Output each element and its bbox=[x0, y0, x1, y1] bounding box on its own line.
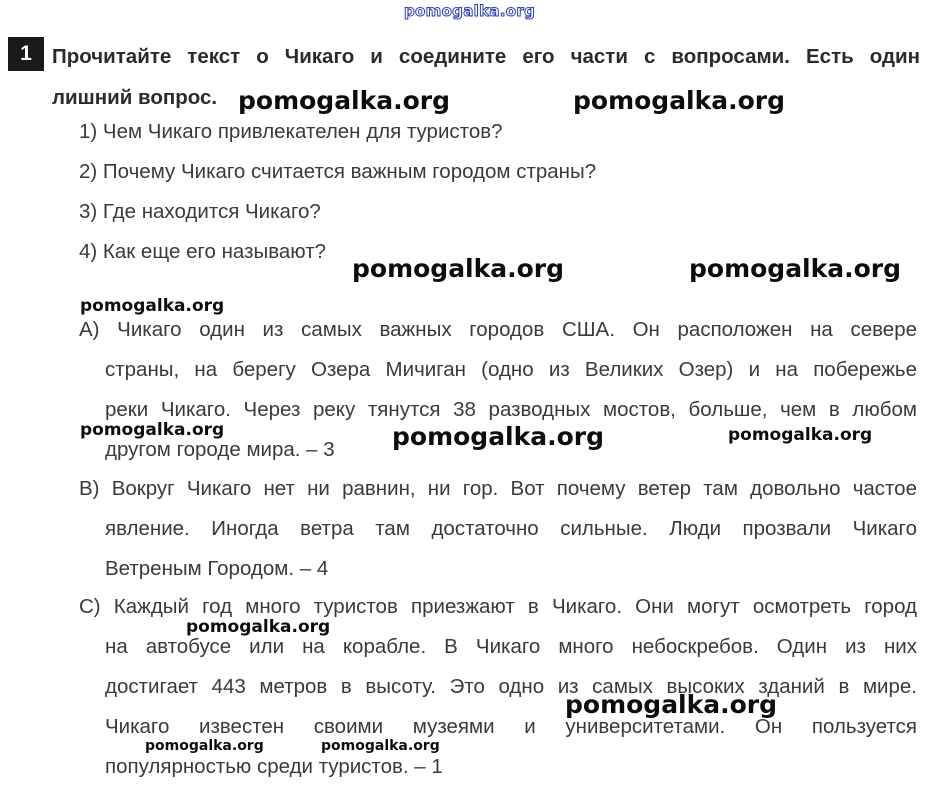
task-instruction bbox=[52, 36, 920, 118]
text-paragraph-b bbox=[79, 469, 917, 589]
instruction-line-1: Прочитайте текст о Чикаго и соедините его части с вопросами. Есть один bbox=[52, 45, 920, 68]
paragraph-line: B) Вокруг Чикаго нет ни равнин, ни гор. Вот почему ветер там довольно частое bbox=[79, 477, 917, 500]
instruction-line-2: лишний вопрос. bbox=[52, 86, 218, 109]
paragraph-line: явление. Иногда ветра там достаточно сильные. Люди прозвали Чикаго bbox=[105, 517, 917, 540]
watermark-text: pomogalka.org bbox=[80, 420, 225, 440]
watermark-text: pomogalka.org bbox=[728, 425, 873, 445]
watermark-text: pomogalka.org bbox=[573, 86, 786, 115]
question-item: 2) Почему Чикаго считается важным городом страны? bbox=[79, 160, 597, 183]
header-watermark: pomogalka.org bbox=[404, 2, 536, 20]
watermark-text: pomogalka.org bbox=[392, 422, 605, 451]
paragraph-line: популярностью среди туристов. – 1 bbox=[105, 755, 443, 778]
watermark-text: pomogalka.org bbox=[186, 617, 331, 637]
watermark-text: pomogalka.org bbox=[565, 690, 778, 719]
watermark-text: pomogalka.org bbox=[80, 296, 225, 316]
question-item: 4) Как еще его называют? bbox=[79, 240, 326, 263]
watermark-text: pomogalka.org bbox=[321, 738, 440, 754]
paragraph-line: страны, на берегу Озера Мичиган (одно из Великих Озер) и на побережье bbox=[105, 358, 917, 381]
watermark-text: pomogalka.org bbox=[352, 254, 565, 283]
paragraph-line: C) Каждый год много туристов приезжают в Чикаго. Они могут осмотреть город bbox=[79, 595, 917, 618]
watermark-text: pomogalka.org bbox=[238, 86, 451, 115]
paragraph-line: A) Чикаго один из самых важных городов США. Он расположен на севере bbox=[79, 318, 917, 341]
question-item: 1) Чем Чикаго привлекателен для туристов? bbox=[79, 120, 503, 143]
paragraph-line: реки Чикаго. Через реку тянутся 38 разводных мостов, больше, чем в любом bbox=[105, 398, 917, 421]
paragraph-line: другом городе мира. – 3 bbox=[105, 438, 335, 461]
watermark-text: pomogalka.org bbox=[689, 254, 902, 283]
paragraph-line: Чикаго известен своими музеями и университетами. Он пользуется bbox=[105, 715, 917, 738]
watermark-text: pomogalka.org bbox=[145, 738, 264, 754]
paragraph-line: на автобусе или на корабле. В Чикаго много небоскребов. Один из них bbox=[105, 635, 917, 658]
task-number-badge: 1 bbox=[8, 37, 44, 71]
paragraph-line: Ветреным Городом. – 4 bbox=[105, 557, 329, 580]
paragraph-line: достигает 443 метров в высоту. Это одно из самых высоких зданий в мире. bbox=[105, 675, 917, 698]
question-item: 3) Где находится Чикаго? bbox=[79, 200, 321, 223]
